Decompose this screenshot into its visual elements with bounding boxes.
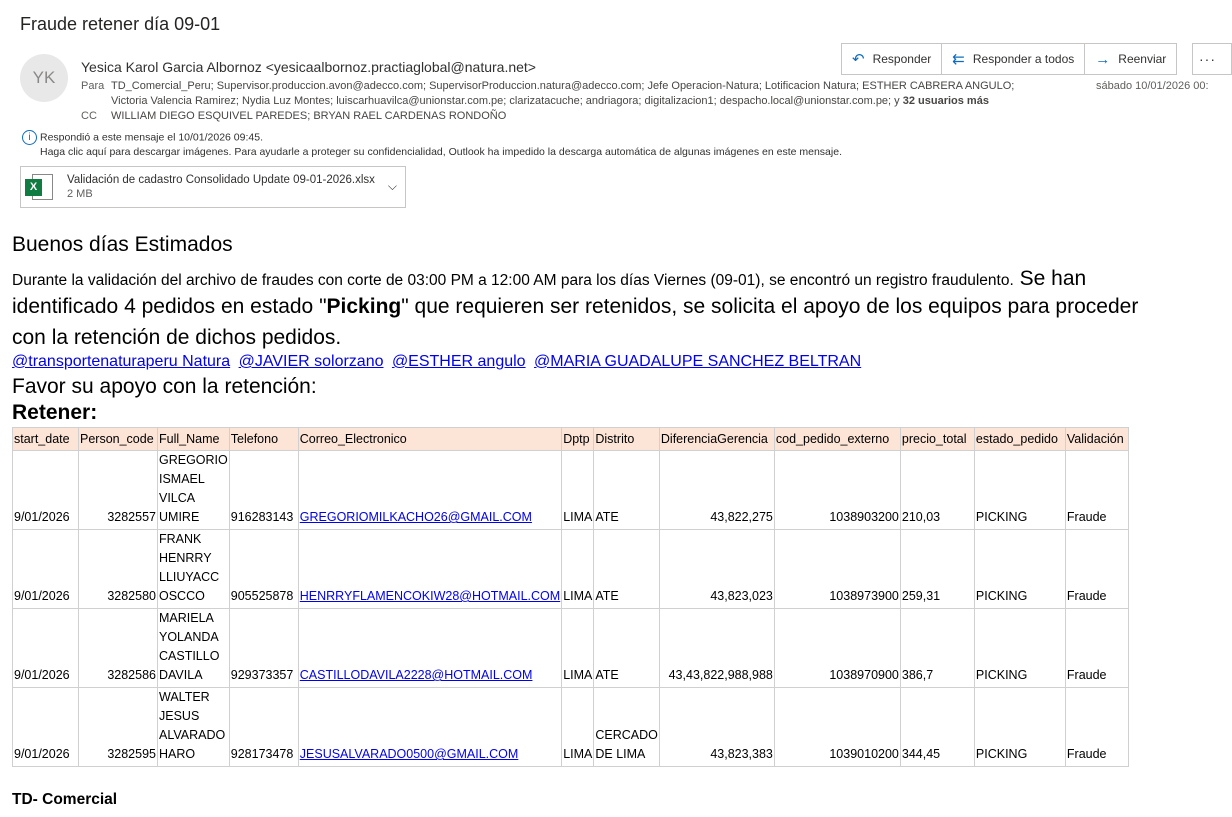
reply-all-icon: ⇇ xyxy=(952,51,965,68)
cell-diferencia: 43,822,275 xyxy=(659,451,774,530)
name-line: CASTILLO xyxy=(159,649,220,663)
body-p1-small: Durante la validación del archivo de fraudes con corte de 03:00 PM a 12:00 AM para los días Viernes (09-01), se encontró un registro fraudulento. xyxy=(12,272,1014,289)
cell-diferencia: 43,823,383 xyxy=(659,688,774,767)
to-recipients-line1[interactable]: TD_Comercial_Peru; Supervisor.produccion.avon@adecco.com; SupervisorProduccion.natura@adecco.com; Jefe Operacion-Natura; Lotificacion Natura; ESTHER CABRERA ANGULO; xyxy=(111,80,1015,92)
cell-correo xyxy=(298,530,561,609)
download-images-link[interactable]: Haga clic aquí para descargar imágenes. Para ayudarle a proteger su confidencialidad, Outlook ha impedido la descarga automática de algunas imágenes en este mensaje. xyxy=(40,146,842,159)
cell-validacion: Fraude xyxy=(1065,530,1128,609)
cc-recipients[interactable]: WILLIAM DIEGO ESQUIVEL PAREDES; BRYAN RAEL CARDENAS RONDOÑO xyxy=(111,110,507,122)
body-paragraph-2 xyxy=(12,292,1214,322)
body-p2-bold: Picking xyxy=(326,295,402,318)
to-recipients-line2[interactable]: Victoria Valencia Ramirez; Nydia Luz Montes; luiscarhuavilca@unionstar.com.pe; clarizatacuche; andriagora; digitalizacion1; despacho.local@unionstar.com.pe; y xyxy=(111,95,900,107)
mention-link[interactable]: @ESTHER angulo xyxy=(391,353,526,370)
forward-icon: → xyxy=(1095,50,1111,68)
column-header: Distrito xyxy=(594,428,660,451)
email-subject: Fraude retener día 09-01 xyxy=(20,14,221,34)
cell-dptp: LIMA xyxy=(562,688,594,767)
name-line: HENRRY xyxy=(159,551,212,565)
cell-person-code: 3282586 xyxy=(79,609,158,688)
table-row xyxy=(13,530,1129,609)
name-line: DAVILA xyxy=(159,668,203,682)
reply-all-button[interactable] xyxy=(941,43,1085,75)
cell-full-name xyxy=(158,609,230,688)
cell-person-code: 3282557 xyxy=(79,451,158,530)
more-recipients-link[interactable]: 32 usuarios más xyxy=(902,95,989,107)
chevron-down-icon[interactable]: ⌵ xyxy=(387,179,397,193)
cell-dptp: LIMA xyxy=(562,609,594,688)
reply-button[interactable] xyxy=(841,43,942,75)
column-header: Telefono xyxy=(229,428,298,451)
attachment-card[interactable] xyxy=(20,166,406,208)
cell-validacion: Fraude xyxy=(1065,451,1128,530)
name-line: MARIELA xyxy=(159,611,214,625)
cell-correo xyxy=(298,451,561,530)
distrito-line: ATE xyxy=(595,668,619,682)
cell-dptp: LIMA xyxy=(562,530,594,609)
mention-link[interactable]: @transportenaturaperu Natura xyxy=(12,353,231,370)
cell-start-date: 9/01/2026 xyxy=(13,451,79,530)
cell-precio: 386,7 xyxy=(900,609,974,688)
column-header: Validación xyxy=(1065,428,1128,451)
body-p2-prefix: identificado 4 pedidos en estado " xyxy=(12,295,327,318)
column-header: estado_pedido xyxy=(974,428,1065,451)
cell-telefono: 905525878 xyxy=(229,530,298,609)
cell-diferencia: 43,823,023 xyxy=(659,530,774,609)
signature: TD- Comercial xyxy=(12,791,118,808)
sender-name[interactable]: Yesica Karol Garcia Albornoz <yesicaalbornoz.practiaglobal@natura.net> xyxy=(81,59,536,75)
excel-file-icon xyxy=(25,172,55,202)
greeting: Buenos días Estimados xyxy=(12,233,233,256)
cell-estado: PICKING xyxy=(974,451,1065,530)
table-row xyxy=(13,451,1129,530)
cell-start-date: 9/01/2026 xyxy=(13,530,79,609)
attachment-name: Validación de cadastro Consolidado Update 09-01-2026.xlsx xyxy=(67,174,375,186)
distrito-line: CERCADO xyxy=(595,728,658,742)
table-header-row xyxy=(13,428,1129,451)
column-header: start_date xyxy=(13,428,79,451)
cell-estado: PICKING xyxy=(974,609,1065,688)
distrito-line: DE LIMA xyxy=(595,747,646,761)
name-line: LLIUYACC xyxy=(159,570,220,584)
excel-letter: X xyxy=(25,179,42,196)
to-label: Para xyxy=(81,80,105,92)
cell-full-name xyxy=(158,530,230,609)
cell-start-date: 9/01/2026 xyxy=(13,609,79,688)
cell-distrito xyxy=(594,688,660,767)
name-line: WALTER xyxy=(159,690,210,704)
reply-all-label: Responder a todos xyxy=(972,52,1075,66)
cell-full-name xyxy=(158,688,230,767)
name-line: ISMAEL xyxy=(159,472,205,486)
mentions xyxy=(12,353,1214,371)
cell-estado: PICKING xyxy=(974,530,1065,609)
cell-cod-pedido: 1038903200 xyxy=(774,451,900,530)
forward-button[interactable] xyxy=(1084,43,1177,75)
message-body xyxy=(12,233,1214,809)
column-header: Full_Name xyxy=(158,428,230,451)
cell-validacion: Fraude xyxy=(1065,688,1128,767)
cell-dptp: LIMA xyxy=(562,451,594,530)
cell-precio: 259,31 xyxy=(900,530,974,609)
name-line: GREGORIO xyxy=(159,453,228,467)
column-header: precio_total xyxy=(900,428,974,451)
cell-telefono: 916283143 xyxy=(229,451,298,530)
column-header: Correo_Electronico xyxy=(298,428,561,451)
distrito-line: ATE xyxy=(595,589,619,603)
table-row xyxy=(13,688,1129,767)
sender-avatar[interactable]: YK xyxy=(20,54,68,102)
cell-distrito xyxy=(594,609,660,688)
cc-label: CC xyxy=(81,110,97,122)
recipients-block xyxy=(81,79,1014,124)
cell-diferencia: 43,43,822,988,988 xyxy=(659,609,774,688)
column-header: cod_pedido_externo xyxy=(774,428,900,451)
cell-validacion: Fraude xyxy=(1065,609,1128,688)
body-p2-suffix: " que requieren ser retenidos, se solicita el apoyo de los equipos para proceder xyxy=(401,295,1139,318)
sent-date: sábado 10/01/2026 00: xyxy=(1096,80,1209,92)
favor-text: Favor su apoyo con la retención: xyxy=(12,375,317,398)
email-link[interactable]: CASTILLODAVILA2228@HOTMAIL.COM xyxy=(299,668,533,682)
cell-person-code: 3282595 xyxy=(79,688,158,767)
column-header: Dptp xyxy=(562,428,594,451)
cell-distrito xyxy=(594,451,660,530)
cell-precio: 210,03 xyxy=(900,451,974,530)
body-paragraph-1 xyxy=(12,267,1214,291)
body-p1-big: Se han xyxy=(1013,267,1087,290)
replied-notice: Respondió a este mensaje el 10/01/2026 09:45. xyxy=(40,131,263,144)
name-line: UMIRE xyxy=(159,510,200,524)
cell-precio: 344,45 xyxy=(900,688,974,767)
retener-heading: Retener: xyxy=(12,401,98,424)
column-header: DiferenciaGerencia xyxy=(659,428,774,451)
cell-full-name xyxy=(158,451,230,530)
mention-link[interactable]: @MARIA GUADALUPE SANCHEZ BELTRAN xyxy=(534,353,862,370)
email-link[interactable]: JESUSALVARADO0500@GMAIL.COM xyxy=(299,747,519,761)
cell-estado: PICKING xyxy=(974,688,1065,767)
column-header: Person_code xyxy=(79,428,158,451)
email-link[interactable]: GREGORIOMILKACHO26@GMAIL.COM xyxy=(299,510,532,524)
name-line: HARO xyxy=(159,747,196,761)
body-paragraph-3: con la retención de dichos pedidos. xyxy=(12,326,342,349)
cell-cod-pedido: 1038970900 xyxy=(774,609,900,688)
cell-correo xyxy=(298,688,561,767)
reply-icon: ↶ xyxy=(852,51,865,68)
cell-start-date: 9/01/2026 xyxy=(13,688,79,767)
fraud-table xyxy=(12,427,1129,767)
name-line: ALVARADO xyxy=(159,728,226,742)
name-line: VILCA xyxy=(159,491,196,505)
name-line: JESUS xyxy=(159,709,200,723)
distrito-line: ATE xyxy=(595,510,619,524)
cell-telefono: 928173478 xyxy=(229,688,298,767)
cell-correo xyxy=(298,609,561,688)
email-link[interactable]: HENRRYFLAMENCOKIW28@HOTMAIL.COM xyxy=(299,589,561,603)
forward-label: Reenviar xyxy=(1118,52,1167,66)
cell-person-code: 3282580 xyxy=(79,530,158,609)
cell-distrito xyxy=(594,530,660,609)
info-bar xyxy=(22,130,842,160)
info-icon: i xyxy=(22,130,37,145)
reply-label: Responder xyxy=(872,52,932,66)
cell-telefono: 929373357 xyxy=(229,609,298,688)
name-line: YOLANDA xyxy=(159,630,219,644)
name-line: OSCCO xyxy=(159,589,205,603)
cell-cod-pedido: 1038973900 xyxy=(774,530,900,609)
more-actions-button[interactable]: ··· xyxy=(1192,43,1232,75)
name-line: FRANK xyxy=(159,532,202,546)
mention-link[interactable]: @JAVIER solorzano xyxy=(238,353,384,370)
cell-cod-pedido: 1039010200 xyxy=(774,688,900,767)
table-row xyxy=(13,609,1129,688)
message-actions xyxy=(842,43,1177,75)
attachment-size: 2 MB xyxy=(67,188,93,200)
